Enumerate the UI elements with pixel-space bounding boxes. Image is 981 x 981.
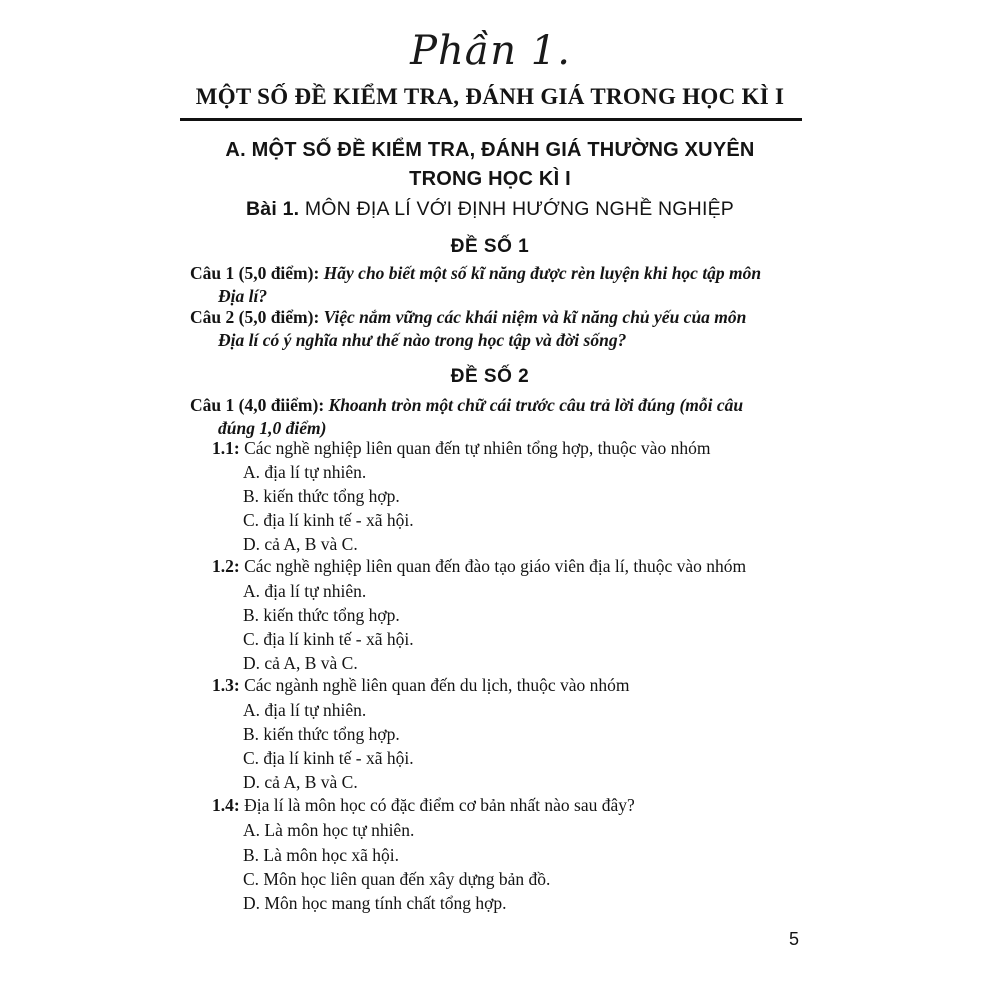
question-label: Câu 2 (5,0 điểm):	[190, 307, 320, 327]
question-text: Khoanh tròn một chữ cái trước câu trả lời đúng (mỗi câu	[328, 395, 744, 415]
option-a: A. Là môn học tự nhiên.	[243, 820, 415, 840]
option-c: C. địa lí kinh tế - xã hội.	[243, 629, 414, 649]
question-text: Hãy cho biết một số kĩ năng được rèn luyện khi học tập môn	[323, 263, 762, 283]
sub-question-1-4	[212, 794, 802, 817]
option-d: D. Môn học mang tính chất tổng hợp.	[243, 893, 507, 913]
option-b: B. kiến thức tổng hợp.	[243, 486, 400, 506]
exam2-heading: ĐỀ SỐ 2	[450, 366, 530, 387]
lesson-heading	[200, 198, 780, 221]
option-d: D. cả A, B và C.	[243, 653, 358, 673]
question-text-cont: đúng 1,0 điểm)	[218, 418, 327, 438]
lesson-label: Bài 1.	[246, 198, 300, 220]
question-text: Việc nắm vững các khái niệm và kĩ năng chủ yếu của môn	[323, 307, 747, 327]
sub-question-stem: Địa lí là môn học có đặc điểm cơ bản nhất nào sau đây?	[244, 795, 635, 815]
sub-question-1-2	[212, 555, 802, 578]
section-a-line1: A. MỘT SỐ ĐỀ KIỂM TRA, ĐÁNH GIÁ THƯỜNG XUYÊN	[225, 139, 755, 161]
option-a: A. địa lí tự nhiên.	[243, 581, 367, 601]
option-d: D. cả A, B và C.	[243, 772, 358, 792]
option-a: A. địa lí tự nhiên.	[243, 700, 367, 720]
question-text-cont: Địa lí?	[218, 286, 268, 306]
sub-question-1-3	[212, 674, 802, 697]
page-number: 5	[788, 929, 799, 949]
sub-question-stem: Các nghề nghiệp liên quan đến tự nhiên tổng hợp, thuộc vào nhóm	[244, 438, 711, 458]
sub-question-number: 1.3:	[212, 675, 240, 695]
option-a: A. địa lí tự nhiên.	[243, 462, 367, 482]
exam1-heading: ĐỀ SỐ 1	[450, 236, 530, 257]
exam1-question-2	[190, 306, 790, 352]
chapter-title: MỘT SỐ ĐỀ KIỂM TRA, ĐÁNH GIÁ TRONG HỌC KÌ I	[195, 84, 785, 109]
exam1-question-1	[190, 262, 790, 308]
option-b: B. kiến thức tổng hợp.	[243, 605, 400, 625]
option-c: C. Môn học liên quan đến xây dựng bản đồ.	[243, 869, 551, 889]
part-title: Phần 1.	[410, 28, 571, 74]
sub-question-number: 1.4:	[212, 795, 240, 815]
question-text-cont: Địa lí có ý nghĩa như thế nào trong học tập và đời sống?	[218, 330, 627, 350]
sub-question-number: 1.2:	[212, 556, 240, 576]
option-d: D. cả A, B và C.	[243, 534, 358, 554]
sub-question-stem: Các nghề nghiệp liên quan đến đào tạo giáo viên địa lí, thuộc vào nhóm	[244, 556, 747, 576]
section-a-line2: TRONG HỌC KÌ I	[409, 168, 571, 190]
option-c: C. địa lí kinh tế - xã hội.	[243, 748, 414, 768]
exam2-question-1	[190, 394, 790, 440]
title-divider	[180, 118, 802, 121]
section-a-heading	[200, 136, 780, 194]
option-c: C. địa lí kinh tế - xã hội.	[243, 510, 414, 530]
option-b: B. kiến thức tổng hợp.	[243, 724, 400, 744]
sub-question-stem: Các ngành nghề liên quan đến du lịch, thuộc vào nhóm	[244, 675, 630, 695]
sub-question-number: 1.1:	[212, 438, 240, 458]
option-b: B. Là môn học xã hội.	[243, 845, 400, 865]
question-label: Câu 1 (5,0 điểm):	[190, 263, 320, 283]
question-label: Câu 1 (4,0 điiểm):	[190, 395, 325, 415]
sub-question-1-1	[212, 437, 802, 460]
lesson-title: MÔN ĐỊA LÍ VỚI ĐỊNH HƯỚNG NGHỀ NGHIỆP	[304, 198, 734, 220]
